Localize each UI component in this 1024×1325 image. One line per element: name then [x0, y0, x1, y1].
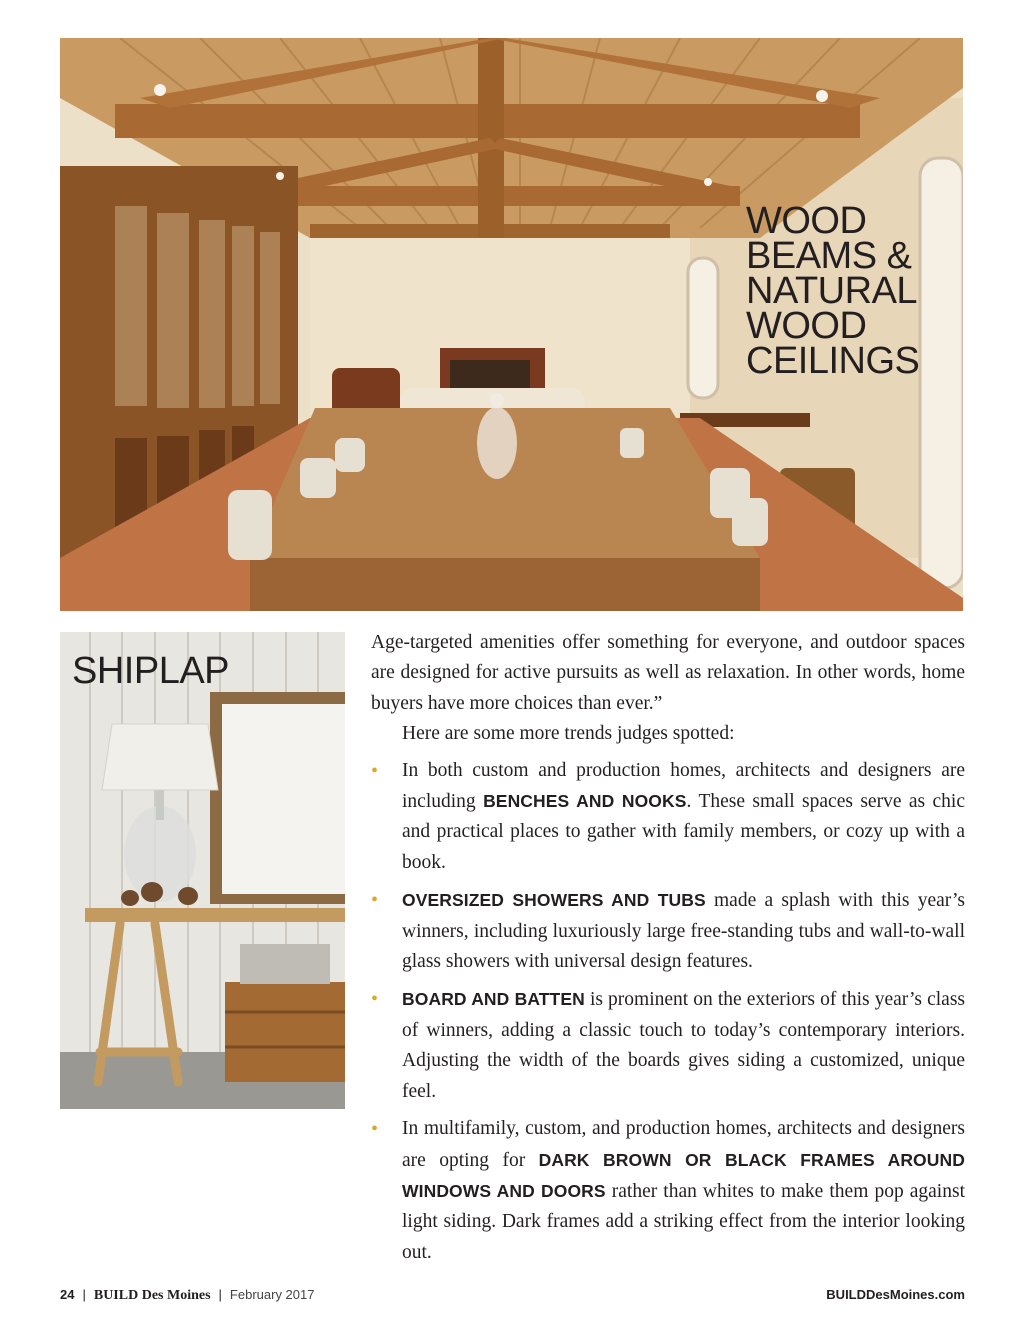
article-lead-paragraph: Here are some more trends judges spotted: [402, 723, 735, 745]
shiplap-illustration [60, 632, 345, 1109]
list-item [371, 1114, 965, 1268]
list-item-text: made a splash with this year’s winners, including luxuriously large free-standing tubs and wall-to-wall glass showers with universal design features. [402, 890, 966, 973]
hero-caption-line: NATURAL [746, 270, 918, 312]
bullet-icon: • [371, 988, 379, 1011]
article-body [371, 628, 965, 1275]
trends-list [371, 756, 965, 1269]
bullet-icon: • [371, 889, 379, 912]
shiplap-photo [60, 632, 345, 1109]
list-item [371, 756, 965, 879]
list-item-text: rather than whites to make them pop against light siding. Dark frames add a striking effect from the interior looking out. [402, 1180, 965, 1263]
list-item-highlight: DARK BROWN OR BLACK FRAMES AROUND WINDOWS AND DOORS [402, 1149, 965, 1201]
hero-caption-line: WOOD [746, 305, 867, 347]
magazine-name: BUILD Des Moines [93, 1288, 211, 1303]
list-item [371, 885, 965, 977]
footer-separator: | [82, 1287, 86, 1302]
page-number: 24 [60, 1287, 75, 1302]
website-link[interactable]: BUILDDesMoines.com [826, 1287, 965, 1302]
list-item-highlight: BOARD AND BATTEN [402, 989, 585, 1010]
bullet-icon: • [371, 759, 379, 782]
hero-caption-line: CEILINGS [746, 340, 920, 382]
hero-caption [746, 200, 956, 382]
footer-folio [60, 1287, 314, 1304]
list-item-highlight: OVERSIZED SHOWERS AND TUBS [402, 890, 706, 911]
page-footer [60, 1287, 965, 1304]
list-item-highlight: BENCHES AND NOOKS [483, 791, 687, 812]
hero-caption-line: BEAMS & [746, 235, 912, 277]
list-item-text: is prominent on the exteriors of this year’s class of winners, adding a classic touch to today’s contemporary interiors. Adjusting the width of the boards gives siding a customized, unique feel. [402, 989, 965, 1102]
bullet-icon: • [371, 1118, 379, 1141]
list-item [371, 984, 965, 1107]
hero-photo [60, 38, 963, 611]
list-item-text: . These small spaces serve as chic and practical places to gather with family members, or cozy up with a book. [402, 791, 965, 873]
list-item-text: In multifamily, custom, and production homes, architects and designers are opting for [402, 1118, 965, 1171]
issue-date: February 2017 [229, 1287, 315, 1302]
list-item-text: In both custom and production homes, architects and designers are including [402, 759, 965, 813]
footer-separator: | [218, 1287, 222, 1302]
hero-caption-line: WOOD [746, 200, 867, 242]
shiplap-caption: SHIPLAP [72, 650, 230, 692]
article-intro-paragraph: Age-targeted amenities offer something for everyone, and outdoor spaces are designed for active pursuits as well as relaxation. In other words, home buyers have more choices than ever.” [371, 632, 965, 714]
